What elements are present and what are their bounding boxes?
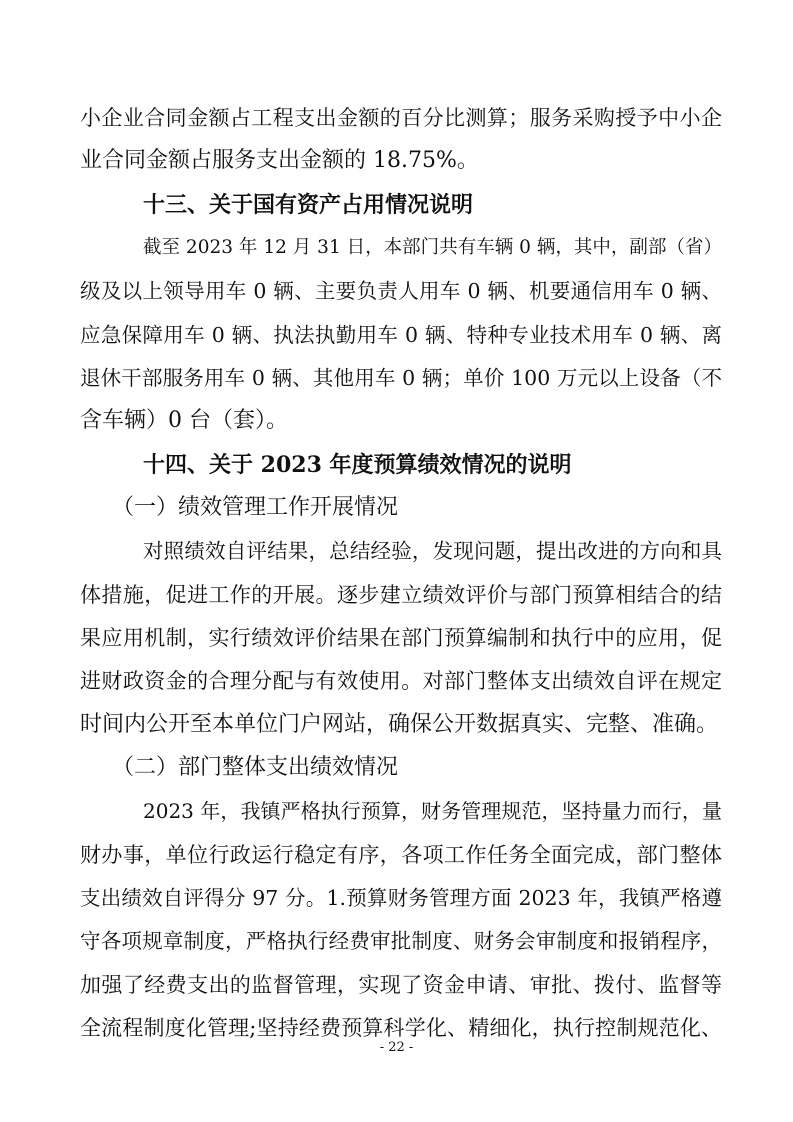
subsection-heading: （二）部门整体支出绩效情况 [112,755,399,780]
paragraph-line: 支出绩效自评得分 97 分。1.预算财务管理方面 2023 年，我镇严格遵 [80,886,722,910]
paragraph-line: 业合同金额占服务支出金额的 18.75%。 [80,148,479,173]
subsection-heading: （一）绩效管理工作开展情况 [112,495,399,520]
paragraph-line: 全流程制度化管理;坚持经费预算科学化、精细化，执行控制规范化、 [80,1016,722,1040]
paragraph-line: 体措施，促进工作的开展。逐步建立绩效评价与部门预算相结合的结 [80,583,722,607]
paragraph-line: 守各项规章制度，严格执行经费审批制度、财务会审制度和报销程序， [80,929,722,953]
paragraph-line: 加强了经费支出的监督管理，实现了资金申请、审批、拨付、监督等 [80,973,722,997]
paragraph-line: 退休干部服务用车 0 辆、其他用车 0 辆；单价 100 万元以上设备（不 [80,366,722,390]
paragraph-line: 截至 2023 年 12 月 31 日，本部门共有车辆 0 辆，其中，副部（省） [143,237,722,258]
paragraph-line: 果应用机制，实行绩效评价结果在部门预算编制和执行中的应用，促 [80,626,722,650]
paragraph-line: 小企业合同金额占工程支出金额的百分比测算；服务采购授予中小企 [80,106,722,130]
section-heading: 十四、关于 2023 年度预算绩效情况的说明 [143,452,572,478]
section-heading: 十三、关于国有资产占用情况说明 [143,192,474,218]
paragraph-line: 含车辆）0 台（套）。 [80,408,288,433]
paragraph-line: 2023 年，我镇严格执行预算，财务管理规范，坚持量力而行，量 [143,799,722,823]
page-number: - 22 - [379,1040,414,1055]
paragraph-line: 时间内公开至本单位门户网站，确保公开数据真实、完整、准确。 [80,712,719,737]
paragraph-line: 级及以上领导用车 0 辆、主要负责人用车 0 辆、机要通信用车 0 辆、 [80,279,722,303]
paragraph-line: 对照绩效自评结果，总结经验，发现问题，提出改进的方向和具 [143,539,722,563]
paragraph-line: 进财政资金的合理分配与有效使用。对部门整体支出绩效自评在规定 [80,669,722,693]
paragraph-line: 财办事，单位行政运行稳定有序，各项工作任务全面完成，部门整体 [80,843,722,867]
paragraph-line: 应急保障用车 0 辆、执法执勤用车 0 辆、特种专业技术用车 0 辆、离 [80,323,722,347]
